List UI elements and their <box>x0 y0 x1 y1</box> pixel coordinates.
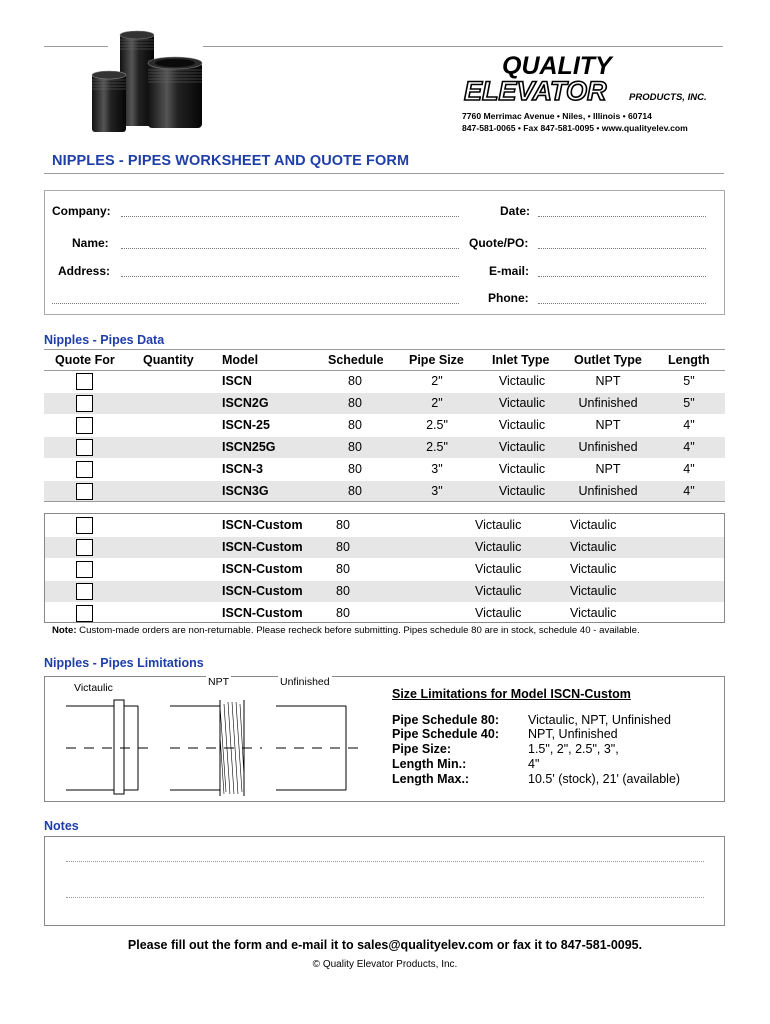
length-cell: 5" <box>683 374 695 388</box>
logo-line2: ELEVATOR <box>464 76 607 106</box>
model-cell: ISCN-3 <box>222 462 263 476</box>
lim-val-length-min: 4" <box>528 757 540 771</box>
model-cell: ISCN-25 <box>222 418 270 432</box>
schedule-cell: 80 <box>336 518 350 532</box>
pipe-size-cell: 3" <box>431 462 443 476</box>
email-field[interactable] <box>538 276 706 277</box>
inlet-type-cell: Victaulic <box>475 606 522 620</box>
inlet-type-cell: Victaulic <box>475 518 522 532</box>
outlet-type-cell: NPT <box>595 374 621 388</box>
diagram-label-victaulic: Victaulic <box>74 682 113 694</box>
outlet-type-cell: NPT <box>595 462 621 476</box>
note-label: Note: <box>52 625 77 636</box>
col-quote-for: Quote For <box>55 353 115 367</box>
quote-for-checkbox[interactable] <box>76 517 93 534</box>
pipe-end-types-diagram <box>44 676 374 802</box>
model-cell: ISCN2G <box>222 396 269 410</box>
table-row <box>44 437 725 458</box>
col-quantity: Quantity <box>143 353 194 367</box>
lim-key-length-max: Length Max.: <box>392 772 470 786</box>
company-contact: 847-581-0065 • Fax 847-581-0095 • www.qualityelev.com <box>462 123 688 133</box>
schedule-cell: 80 <box>348 418 362 432</box>
title-rule <box>44 173 724 174</box>
outlet-type-cell: NPT <box>595 418 621 432</box>
table-row <box>44 371 725 392</box>
address-field-line2[interactable] <box>52 303 459 304</box>
lim-key-schedule-40: Pipe Schedule 40: <box>392 727 499 741</box>
custom-table-row <box>45 603 724 624</box>
outlet-type-cell: Victaulic <box>570 584 617 598</box>
quote-for-checkbox[interactable] <box>76 439 93 456</box>
address-field[interactable] <box>121 276 459 277</box>
inlet-type-cell: Victaulic <box>475 540 522 554</box>
data-section-heading: Nipples - Pipes Data <box>44 333 165 347</box>
col-pipe-size: Pipe Size <box>409 353 464 367</box>
company-field[interactable] <box>121 216 459 217</box>
diagram-label-unfinished: Unfinished <box>280 676 330 688</box>
header-rule-right <box>203 46 723 47</box>
company-label: Company: <box>52 204 111 218</box>
inlet-type-cell: Victaulic <box>498 462 546 476</box>
lim-val-length-max: 10.5' (stock), 21' (available) <box>528 772 681 786</box>
quote-for-checkbox[interactable] <box>76 373 93 390</box>
table-mid-rule <box>44 501 725 502</box>
model-cell: ISCN-Custom <box>222 584 303 598</box>
schedule-cell: 80 <box>348 374 362 388</box>
length-cell: 4" <box>683 418 695 432</box>
quote-po-field[interactable] <box>538 248 706 249</box>
model-cell: ISCN3G <box>222 484 269 498</box>
length-cell: 4" <box>683 484 695 498</box>
address-label: Address: <box>58 264 111 278</box>
schedule-cell: 80 <box>348 440 362 454</box>
model-cell: ISCN <box>222 374 252 388</box>
footer-copyright: © Quality Elevator Products, Inc. <box>312 959 458 970</box>
pipe-size-cell: 2" <box>431 396 443 410</box>
pipe-nipples-photo <box>88 30 208 136</box>
outlet-type-cell: Unfinished <box>578 396 638 410</box>
notes-box[interactable] <box>44 836 725 926</box>
quote-for-checkbox[interactable] <box>76 561 93 578</box>
footer-instruction: Please fill out the form and e-mail it to sales@qualityelev.com or fax it to 847-581-0095. <box>127 938 643 952</box>
custom-table-row <box>45 537 724 558</box>
pipe-size-cell: 2" <box>431 374 443 388</box>
quote-for-checkbox[interactable] <box>76 395 93 412</box>
limitations-heading: Nipples - Pipes Limitations <box>44 656 204 670</box>
col-length: Length <box>668 353 710 367</box>
inlet-type-cell: Victaulic <box>475 562 522 576</box>
notes-heading: Notes <box>44 819 79 833</box>
quote-po-label: Quote/PO: <box>469 236 529 250</box>
schedule-cell: 80 <box>336 606 350 620</box>
length-cell: 5" <box>683 396 695 410</box>
email-label: E-mail: <box>489 264 530 278</box>
lim-key-length-min: Length Min.: <box>392 757 467 771</box>
quote-for-checkbox[interactable] <box>76 417 93 434</box>
size-limitations-title: Size Limitations for Model ISCN-Custom <box>392 687 631 701</box>
col-schedule: Schedule <box>328 353 384 367</box>
custom-table-row <box>45 559 724 580</box>
inlet-type-cell: Victaulic <box>498 484 546 498</box>
lim-key-pipe-size: Pipe Size: <box>392 742 452 756</box>
model-cell: ISCN-Custom <box>222 518 303 532</box>
outlet-type-cell: Unfinished <box>578 440 638 454</box>
company-address: 7760 Merrimac Avenue • Niles, • Illinois • 60714 <box>462 111 652 121</box>
logo-line1: QUALITY <box>502 52 612 80</box>
length-cell: 4" <box>683 462 695 476</box>
name-field[interactable] <box>121 248 459 249</box>
outlet-type-cell: Victaulic <box>570 606 617 620</box>
company-logo <box>462 52 724 134</box>
model-cell: ISCN25G <box>222 440 276 454</box>
notes-line[interactable] <box>66 897 704 898</box>
col-inlet-type: Inlet Type <box>492 353 550 367</box>
lim-val-pipe-size: 1.5", 2", 2.5", 3", <box>528 742 619 756</box>
phone-field[interactable] <box>538 303 706 304</box>
date-field[interactable] <box>538 216 706 217</box>
inlet-type-cell: Victaulic <box>498 440 546 454</box>
col-model: Model <box>222 353 259 367</box>
model-cell: ISCN-Custom <box>222 606 303 620</box>
pipe-size-cell: 2.5" <box>426 440 448 454</box>
table-row <box>44 481 725 502</box>
table-row <box>44 415 725 436</box>
length-cell: 4" <box>683 440 695 454</box>
outlet-type-cell: Unfinished <box>578 484 638 498</box>
lim-key-schedule-80: Pipe Schedule 80: <box>392 713 499 727</box>
quote-for-checkbox[interactable] <box>76 461 93 478</box>
note-text: Custom-made orders are non-returnable. Please recheck before submitting. Pipes schedule 80 are in stock, schedule 40 - available. <box>76 625 640 636</box>
name-label: Name: <box>72 236 109 250</box>
table-row <box>44 393 725 414</box>
schedule-cell: 80 <box>348 484 362 498</box>
custom-table-row <box>45 581 724 602</box>
custom-table-row <box>45 515 724 536</box>
col-outlet-type: Outlet Type <box>574 353 642 367</box>
schedule-cell: 80 <box>348 396 362 410</box>
phone-label: Phone: <box>488 291 529 305</box>
schedule-cell: 80 <box>336 562 350 576</box>
inlet-type-cell: Victaulic <box>498 374 546 388</box>
date-label: Date: <box>500 204 531 218</box>
schedule-cell: 80 <box>336 540 350 554</box>
custom-orders-note <box>52 625 640 636</box>
lim-val-schedule-40: NPT, Unfinished <box>528 727 618 741</box>
model-cell: ISCN-Custom <box>222 562 303 576</box>
quote-for-checkbox[interactable] <box>76 583 93 600</box>
table-top-rule <box>44 349 725 350</box>
table-row <box>44 459 725 480</box>
outlet-type-cell: Victaulic <box>570 540 617 554</box>
outlet-type-cell: Victaulic <box>570 518 617 532</box>
lim-val-schedule-80: Victaulic, NPT, Unfinished <box>528 713 671 727</box>
model-cell: ISCN-Custom <box>222 540 303 554</box>
outlet-type-cell: Victaulic <box>570 562 617 576</box>
pipe-size-cell: 3" <box>431 484 443 498</box>
form-title: NIPPLES - PIPES WORKSHEET AND QUOTE FORM <box>52 153 410 169</box>
logo-suffix: PRODUCTS, INC. <box>629 92 707 103</box>
quote-for-checkbox[interactable] <box>76 605 93 622</box>
pipe-size-cell: 2.5" <box>426 418 448 432</box>
notes-line[interactable] <box>66 861 704 862</box>
quality-elevator-logo <box>462 52 724 106</box>
inlet-type-cell: Victaulic <box>498 396 546 410</box>
schedule-cell: 80 <box>348 462 362 476</box>
schedule-cell: 80 <box>336 584 350 598</box>
inlet-type-cell: Victaulic <box>498 418 546 432</box>
customer-info-box <box>44 190 725 315</box>
inlet-type-cell: Victaulic <box>475 584 522 598</box>
quote-for-checkbox[interactable] <box>76 539 93 556</box>
quote-for-checkbox[interactable] <box>76 483 93 500</box>
diagram-label-npt: NPT <box>208 676 229 688</box>
